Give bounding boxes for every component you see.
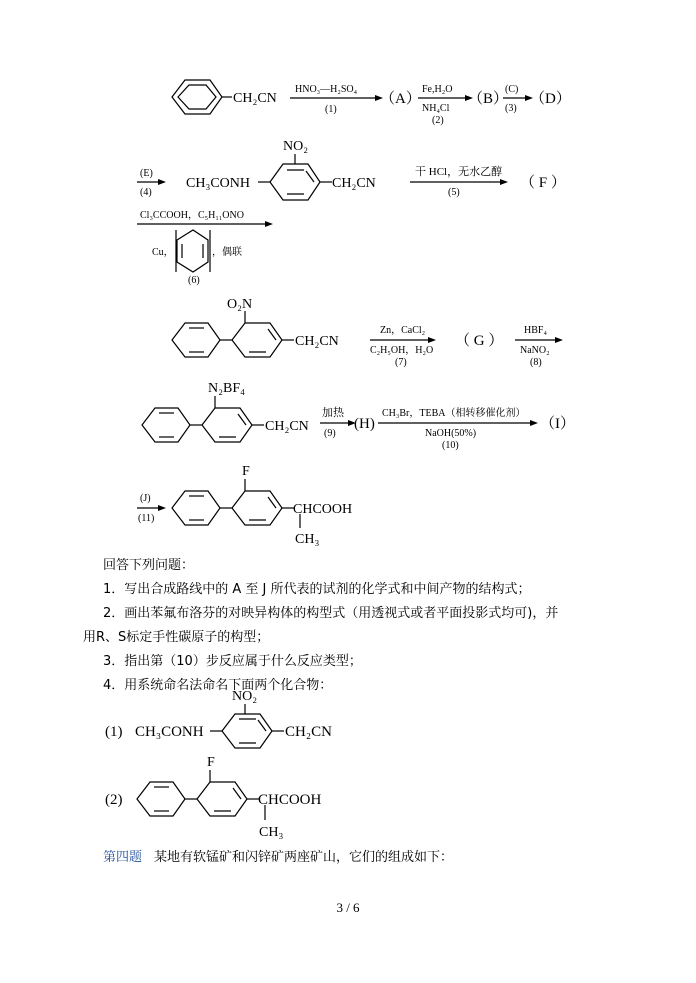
reagent-1: HNO₃—H₂SO₄ — [295, 84, 358, 95]
step-6: (6) — [188, 275, 200, 286]
reagent-10: CH₃Br，TEBA（相转移催化剂） — [382, 408, 526, 419]
row2-ch2cn: CH₂CN — [332, 176, 376, 191]
benzene-ring-2 — [258, 154, 332, 200]
compound-2-chcooh: CHCOOH — [258, 792, 322, 808]
question-2: 2．画出苯氟布洛芬的对映异构体的构型式（用透视式或者平面投影式均可)，并 — [103, 606, 559, 621]
row1-ch2cn: CH₂CN — [233, 91, 277, 106]
row2-acetamido: CH₃CONH — [186, 176, 250, 191]
reagent-8: HBF₄ — [524, 325, 547, 336]
compound-2-biphenyl — [137, 770, 265, 820]
biphenyl-1 — [172, 311, 294, 357]
question-1: 1．写出合成路线中的 A 至 J 所代表的试剂的化学式和中间产物的结构式； — [103, 582, 531, 597]
step-2: (2) — [432, 115, 444, 126]
intermediate-G: （ G ） — [455, 333, 504, 349]
reagent-cu: Cu， — [152, 247, 174, 258]
page-number: 3 / 6 — [336, 900, 360, 915]
step-11: (11) — [138, 513, 155, 524]
intermediate-B: （B） — [468, 91, 509, 107]
questions-block — [83, 554, 663, 698]
reagent-2b: NH₄Cl — [422, 103, 450, 114]
intermediate-D: （D） — [530, 91, 571, 107]
compound-2-number: (2) — [105, 792, 123, 808]
step-7: (7) — [395, 357, 407, 368]
row4-nitro: O₂N — [227, 297, 253, 312]
question-2-cont: 用R、S标定手性碳原子的构型； — [83, 630, 270, 645]
row6-fluoro: F — [242, 464, 250, 479]
reagent-9: 加热 — [322, 407, 344, 419]
benzene-ring-3 — [176, 230, 210, 272]
step-4: (4) — [140, 187, 152, 198]
reagent-E: (E) — [140, 168, 153, 179]
intermediate-H: (H) — [354, 416, 375, 432]
reagent-J: (J) — [140, 493, 151, 504]
step-10: (10) — [442, 440, 459, 451]
reagent-8b: NaNO₂ — [520, 345, 550, 356]
reagent-C: (C) — [505, 84, 519, 95]
compound-1-number: (1) — [105, 724, 123, 740]
intermediate-A: （A） — [380, 91, 421, 107]
reagent-10b: NaOH(50%) — [425, 428, 477, 439]
compound-1-ring — [210, 704, 284, 748]
reagent-2: Fe,H₂O — [422, 84, 453, 95]
benzene-ring-1 — [172, 80, 232, 114]
step-9: (9) — [324, 428, 336, 439]
section-four — [103, 846, 453, 865]
compound-1-nitro: NO₂ — [232, 689, 258, 704]
reagent-7b: C₂H₅OH，H₂O — [370, 345, 434, 356]
intermediate-F: （ F ） — [520, 175, 566, 191]
reagent-7: Zn，CaCl₂ — [380, 325, 426, 336]
row5-ch2cn: CH₂CN — [265, 419, 309, 434]
row6-methyl: CH₃ — [295, 532, 320, 547]
questions-intro: 回答下列问题： — [103, 558, 195, 573]
compounds-figure — [0, 680, 696, 840]
step-5: (5) — [448, 187, 460, 198]
step-3: (3) — [505, 103, 517, 114]
compound-2-methyl: CH₃ — [259, 825, 284, 840]
step-1: (1) — [325, 104, 337, 115]
coupling-label: ，偶联 — [212, 247, 242, 258]
row4-ch2cn: CH₂CN — [295, 334, 339, 349]
reagent-5: 干 HCl，无水乙醇 — [415, 166, 503, 178]
row2-nitro: NO₂ — [283, 139, 309, 154]
section-text: 某地有软锰矿和闪锌矿两座矿山，它们的组成如下： — [154, 850, 454, 865]
section-label: 第四题 — [103, 850, 143, 865]
question-3: 3．指出第（10）步反应属于什么反应类型； — [103, 654, 362, 669]
flurbiprofen-structure — [172, 479, 300, 528]
intermediate-I: （I） — [540, 416, 575, 432]
row6-chcooh: CHCOOH — [293, 502, 353, 517]
row5-diazonium: N₂BF₄ — [208, 381, 245, 396]
compound-1-acetamido: CH₃CONH — [135, 724, 204, 740]
reagent-6: Cl₃CCOOH，C₅H₁₁ONO — [140, 210, 244, 221]
step-8: (8) — [530, 357, 542, 368]
question-4: 4．用系统命名法命名下面两个化合物： — [103, 678, 333, 693]
biphenyl-2 — [142, 396, 264, 442]
compound-2-fluoro: F — [207, 755, 215, 770]
compound-1-ch2cn: CH₂CN — [285, 724, 332, 740]
